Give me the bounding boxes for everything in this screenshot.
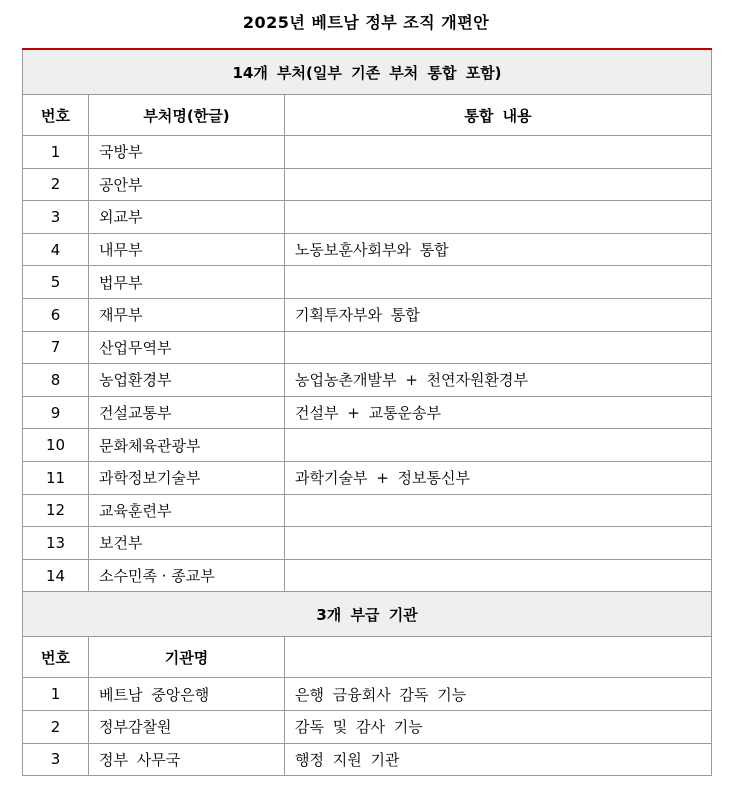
ministry-name: 농업환경부 <box>89 364 285 397</box>
merge-note <box>285 559 712 592</box>
ministry-name: 재무부 <box>89 298 285 331</box>
agency-name: 정부 사무국 <box>89 743 285 776</box>
ministry-name: 과학정보기술부 <box>89 461 285 494</box>
table-row <box>23 710 712 743</box>
section2-heading: 3개 부급 기관 <box>23 592 712 637</box>
merge-note <box>285 331 712 364</box>
table-row <box>23 136 712 169</box>
table-row <box>23 331 712 364</box>
merge-note <box>285 527 712 560</box>
table-row <box>23 559 712 592</box>
merge-note: 과학기술부 + 정보통신부 <box>285 461 712 494</box>
column-header-ministry-name: 부처명(한글) <box>89 95 285 136</box>
row-number: 11 <box>23 461 89 494</box>
row-number: 10 <box>23 429 89 462</box>
row-number: 1 <box>23 678 89 711</box>
agency-name: 베트남 중앙은행 <box>89 678 285 711</box>
merge-note <box>285 494 712 527</box>
table-row <box>23 743 712 776</box>
row-number: 2 <box>23 168 89 201</box>
ministry-name: 교육훈련부 <box>89 494 285 527</box>
agency-function: 감독 및 감사 기능 <box>285 710 712 743</box>
table-row <box>23 396 712 429</box>
agency-name: 정부감찰원 <box>89 710 285 743</box>
ministry-name: 건설교통부 <box>89 396 285 429</box>
merge-note: 기획투자부와 통합 <box>285 298 712 331</box>
column-header-number: 번호 <box>23 95 89 136</box>
ministry-name: 국방부 <box>89 136 285 169</box>
merge-note <box>285 136 712 169</box>
row-number: 6 <box>23 298 89 331</box>
agency-function: 행정 지원 기관 <box>285 743 712 776</box>
ministry-name: 외교부 <box>89 201 285 234</box>
table-row <box>23 527 712 560</box>
row-number: 5 <box>23 266 89 299</box>
section1-heading: 14개 부처(일부 기존 부처 통합 포함) <box>23 49 712 95</box>
row-number: 3 <box>23 201 89 234</box>
column-header-blank <box>285 637 712 678</box>
column-header-agency-name: 기관명 <box>89 637 285 678</box>
table-row <box>23 364 712 397</box>
column-header-number: 번호 <box>23 637 89 678</box>
table-row <box>23 168 712 201</box>
merge-note <box>285 429 712 462</box>
table-row <box>23 461 712 494</box>
row-number: 13 <box>23 527 89 560</box>
merge-note: 노동보훈사회부와 통합 <box>285 233 712 266</box>
ministry-table <box>22 48 712 776</box>
row-number: 3 <box>23 743 89 776</box>
page-title: 2025년 베트남 정부 조직 개편안 <box>242 13 490 32</box>
merge-note <box>285 201 712 234</box>
row-number: 2 <box>23 710 89 743</box>
column-header-merge-details: 통합 내용 <box>285 95 712 136</box>
ministry-name: 공안부 <box>89 168 285 201</box>
table-row <box>23 266 712 299</box>
row-number: 9 <box>23 396 89 429</box>
row-number: 8 <box>23 364 89 397</box>
ministry-name: 소수민족 · 종교부 <box>89 559 285 592</box>
ministry-name: 산업무역부 <box>89 331 285 364</box>
ministry-name: 문화체육관광부 <box>89 429 285 462</box>
table-row <box>23 678 712 711</box>
merge-note: 건설부 + 교통운송부 <box>285 396 712 429</box>
row-number: 4 <box>23 233 89 266</box>
table-row <box>23 233 712 266</box>
row-number: 14 <box>23 559 89 592</box>
row-number: 1 <box>23 136 89 169</box>
ministry-name: 내무부 <box>89 233 285 266</box>
ministry-name: 법무부 <box>89 266 285 299</box>
merge-note <box>285 266 712 299</box>
table-row <box>23 201 712 234</box>
agency-function: 은행 금융회사 감독 기능 <box>285 678 712 711</box>
table-row <box>23 429 712 462</box>
ministry-name: 보건부 <box>89 527 285 560</box>
table-row <box>23 298 712 331</box>
table-row <box>23 494 712 527</box>
row-number: 12 <box>23 494 89 527</box>
merge-note: 농업농촌개발부 + 천연자원환경부 <box>285 364 712 397</box>
row-number: 7 <box>23 331 89 364</box>
merge-note <box>285 168 712 201</box>
